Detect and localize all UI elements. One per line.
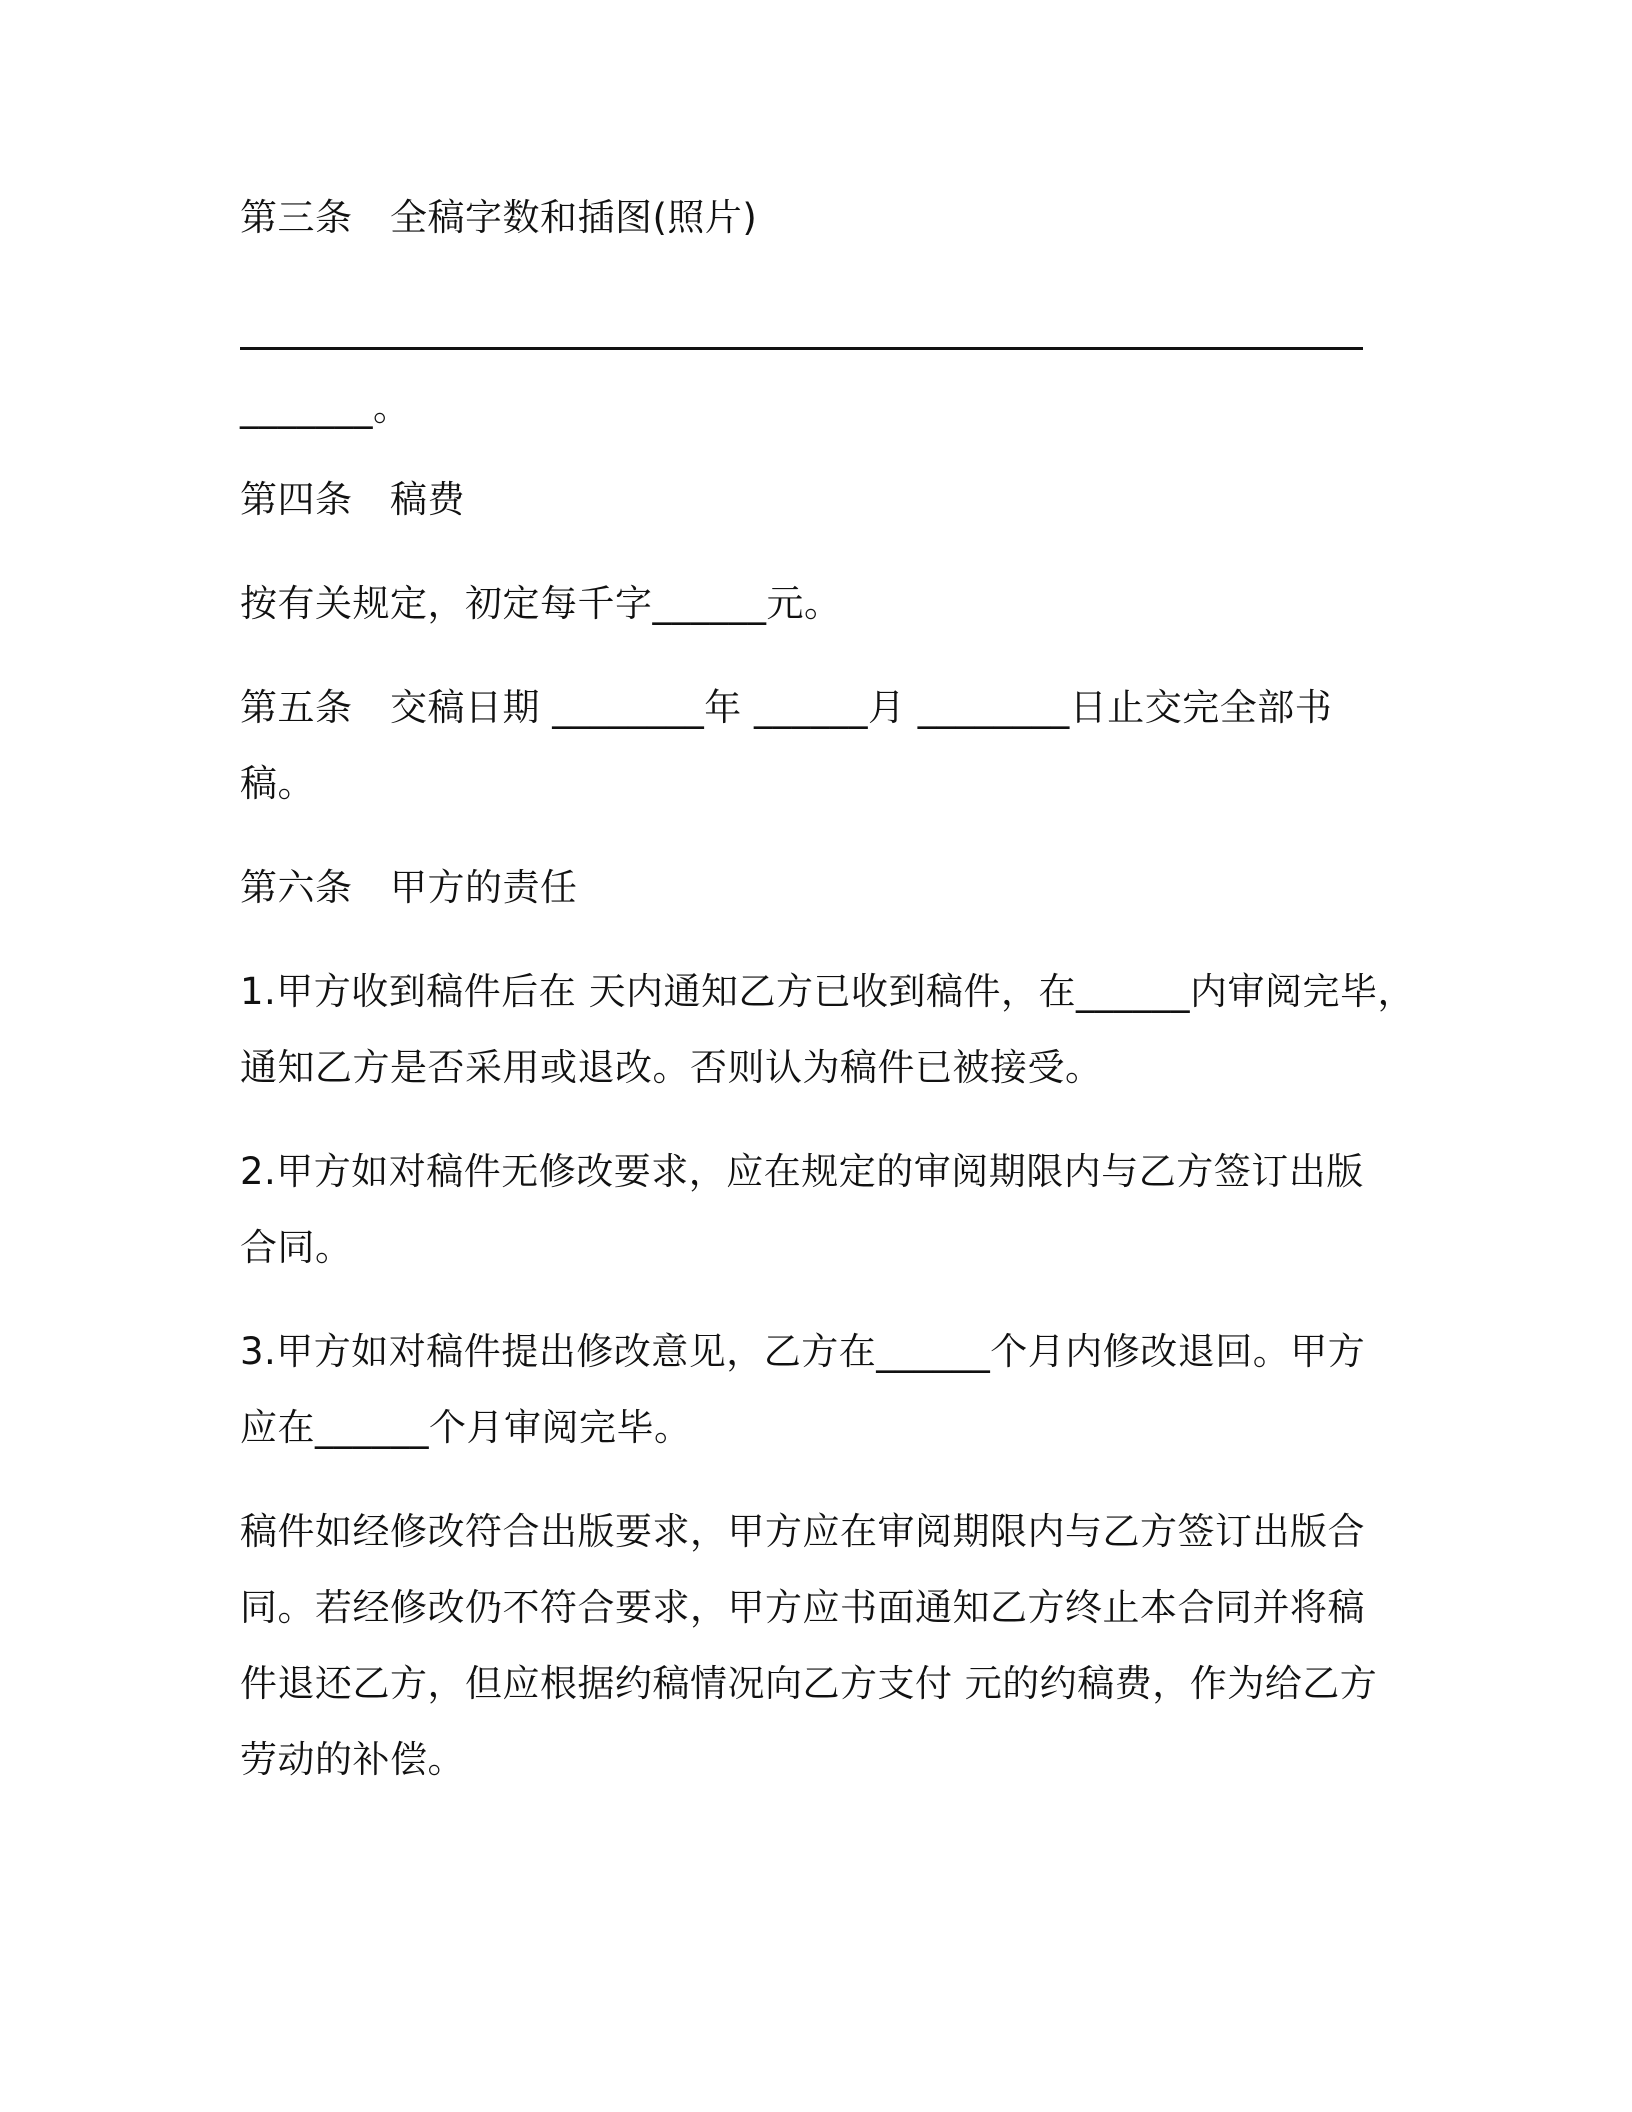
paragraph-line-1: 稿件如经修改符合出版要求，甲方应在审阅期限内与乙方签订出版合 [240,1510,1365,1553]
article4-text: 按有关规定，初定每千字______元。 [240,582,842,625]
paragraph-line-2: 同。若经修改仍不符合要求，甲方应书面通知乙方终止本合同并将稿 [240,1586,1365,1629]
article5-line-2: 稿。 [240,762,315,805]
item1-line-2: 通知乙方是否采用或退改。否则认为稿件已被接受。 [240,1046,1103,1089]
item1-line-1: 1.甲方收到稿件后在 天内通知乙方已收到稿件，在______内审阅完毕， [240,970,1416,1013]
article3-blank-rule [240,347,1363,350]
item3-line-1: 3.甲方如对稿件提出修改意见，乙方在______个月内修改退回。甲方 [240,1330,1366,1373]
item2-line-2: 合同。 [240,1226,353,1269]
item2-line-1: 2.甲方如对稿件无修改要求，应在规定的审阅期限内与乙方签订出版 [240,1150,1364,1193]
paragraph-line-4: 劳动的补偿。 [240,1738,465,1781]
paragraph-line-3: 件退还乙方，但应根据约稿情况向乙方支付 元的约稿费，作为给乙方 [240,1662,1378,1705]
article3-heading: 第三条 全稿字数和插图(照片) [240,196,758,239]
item3-line-2: 应在______个月审阅完毕。 [240,1406,692,1449]
article3-blank-tail: _______。 [240,386,411,429]
article6-heading: 第六条 甲方的责任 [240,866,578,909]
article4-heading: 第四条 稿费 [240,478,465,521]
article5-line-1: 第五条 交稿日期 ________年 ______月 ________日止交完全部书 [240,686,1333,729]
